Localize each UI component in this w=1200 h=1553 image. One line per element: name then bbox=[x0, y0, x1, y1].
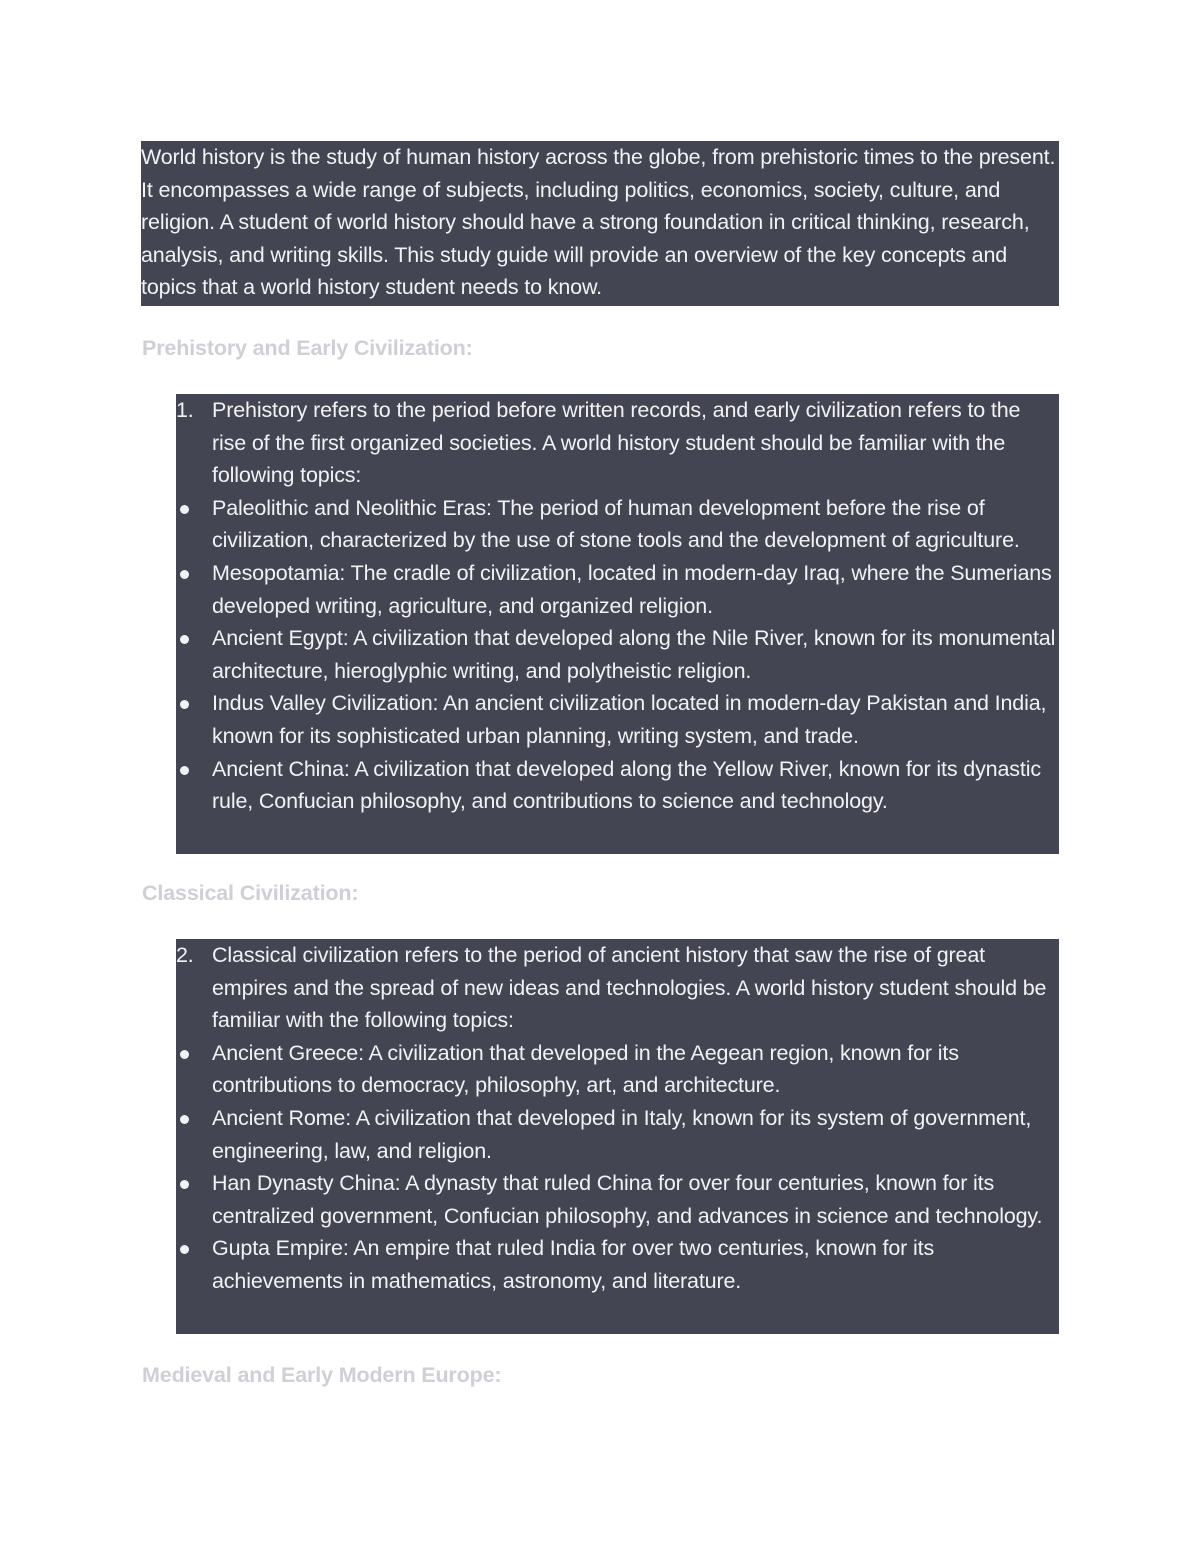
bullet-icon bbox=[180, 1050, 189, 1059]
bullet-item bbox=[176, 1232, 1059, 1297]
bullet-item bbox=[176, 1102, 1059, 1167]
bullet-icon bbox=[180, 1115, 189, 1124]
intro-paragraph-block bbox=[141, 141, 1059, 306]
bullet-item-text: Indus Valley Civilization: An ancient civilization located in modern-day Pakistan and India, known for its sophisticated urban planning, writing system, and trade. bbox=[212, 691, 1047, 748]
bullet-item-text: Paleolithic and Neolithic Eras: The period of human development before the rise of civilization, characterized by the use of stone tools and the development of agriculture. bbox=[212, 495, 1020, 553]
bullet-icon bbox=[180, 700, 189, 709]
bullet-item-text: Han Dynasty China: A dynasty that ruled China for over four centuries, known for its centralized government, Confucian philosophy, and advances in science and technology. bbox=[212, 1171, 1043, 1228]
bullet-item bbox=[176, 492, 1059, 557]
bullet-item-text: Mesopotamia: The cradle of civilization, located in modern-day Iraq, where the Sumerians developed writing, agriculture, and organized religion. bbox=[212, 560, 1052, 618]
bullet-item-text: Ancient China: A civilization that developed along the Yellow River, known for its dynastic rule, Confucian philosophy, and contributions to science and technology. bbox=[212, 756, 1041, 814]
numbered-item bbox=[176, 939, 1059, 1037]
bullet-icon bbox=[180, 505, 189, 514]
section-heading-prehistory: Prehistory and Early Civilization: bbox=[142, 336, 473, 360]
numbered-item-text: Prehistory refers to the period before written records, and early civilization refers to the rise of the first organized societies. A world history student should be familiar with the following topics: bbox=[212, 398, 1021, 488]
bullet-item-text: Ancient Greece: A civilization that developed in the Aegean region, known for its contributions to democracy, philosophy, art, and architecture. bbox=[212, 1040, 959, 1098]
section-heading-medieval: Medieval and Early Modern Europe: bbox=[142, 1363, 502, 1387]
bullet-icon bbox=[180, 570, 189, 579]
numbered-item bbox=[176, 394, 1059, 492]
bullet-item bbox=[176, 557, 1059, 622]
bullet-item-text: Gupta Empire: An empire that ruled India for over two centuries, known for its achievements in mathematics, astronomy, and literature. bbox=[212, 1236, 935, 1293]
intro-paragraph: World history is the study of human history across the globe, from prehistoric times to the present. It encompasses a wide range of subjects, including politics, economics, society, culture, and religion. A student of world history should have a strong foundation in critical thinking, research, analysis, and writing skills. This study guide will provide an overview of the key concepts and topics that a world history student needs to know. bbox=[141, 145, 1056, 300]
bullet-icon bbox=[180, 635, 189, 644]
bullet-icon bbox=[180, 1180, 189, 1189]
bullet-item bbox=[176, 622, 1059, 687]
bullet-item bbox=[176, 1167, 1059, 1232]
bullet-item-text: Ancient Egypt: A civilization that developed along the Nile River, known for its monumental architecture, hieroglyphic writing, and polytheistic religion. bbox=[212, 626, 1056, 683]
list-number: 1. bbox=[176, 398, 194, 422]
bullet-item bbox=[176, 1037, 1059, 1102]
section-heading-classical: Classical Civilization: bbox=[142, 881, 359, 905]
bullet-item bbox=[176, 687, 1059, 752]
bullet-icon bbox=[180, 766, 189, 775]
section-list-classical bbox=[176, 939, 1059, 1334]
numbered-item-text: Classical civilization refers to the period of ancient history that saw the rise of great empires and the spread of new ideas and technologies. A world history student should be familiar with the following topics: bbox=[212, 943, 1047, 1033]
section-list-prehistory bbox=[176, 394, 1059, 854]
bullet-item-text: Ancient Rome: A civilization that developed in Italy, known for its system of government, engineering, law, and religion. bbox=[212, 1105, 1032, 1163]
bullet-item bbox=[176, 753, 1059, 818]
bullet-icon bbox=[180, 1245, 189, 1254]
list-number: 2. bbox=[176, 943, 194, 967]
